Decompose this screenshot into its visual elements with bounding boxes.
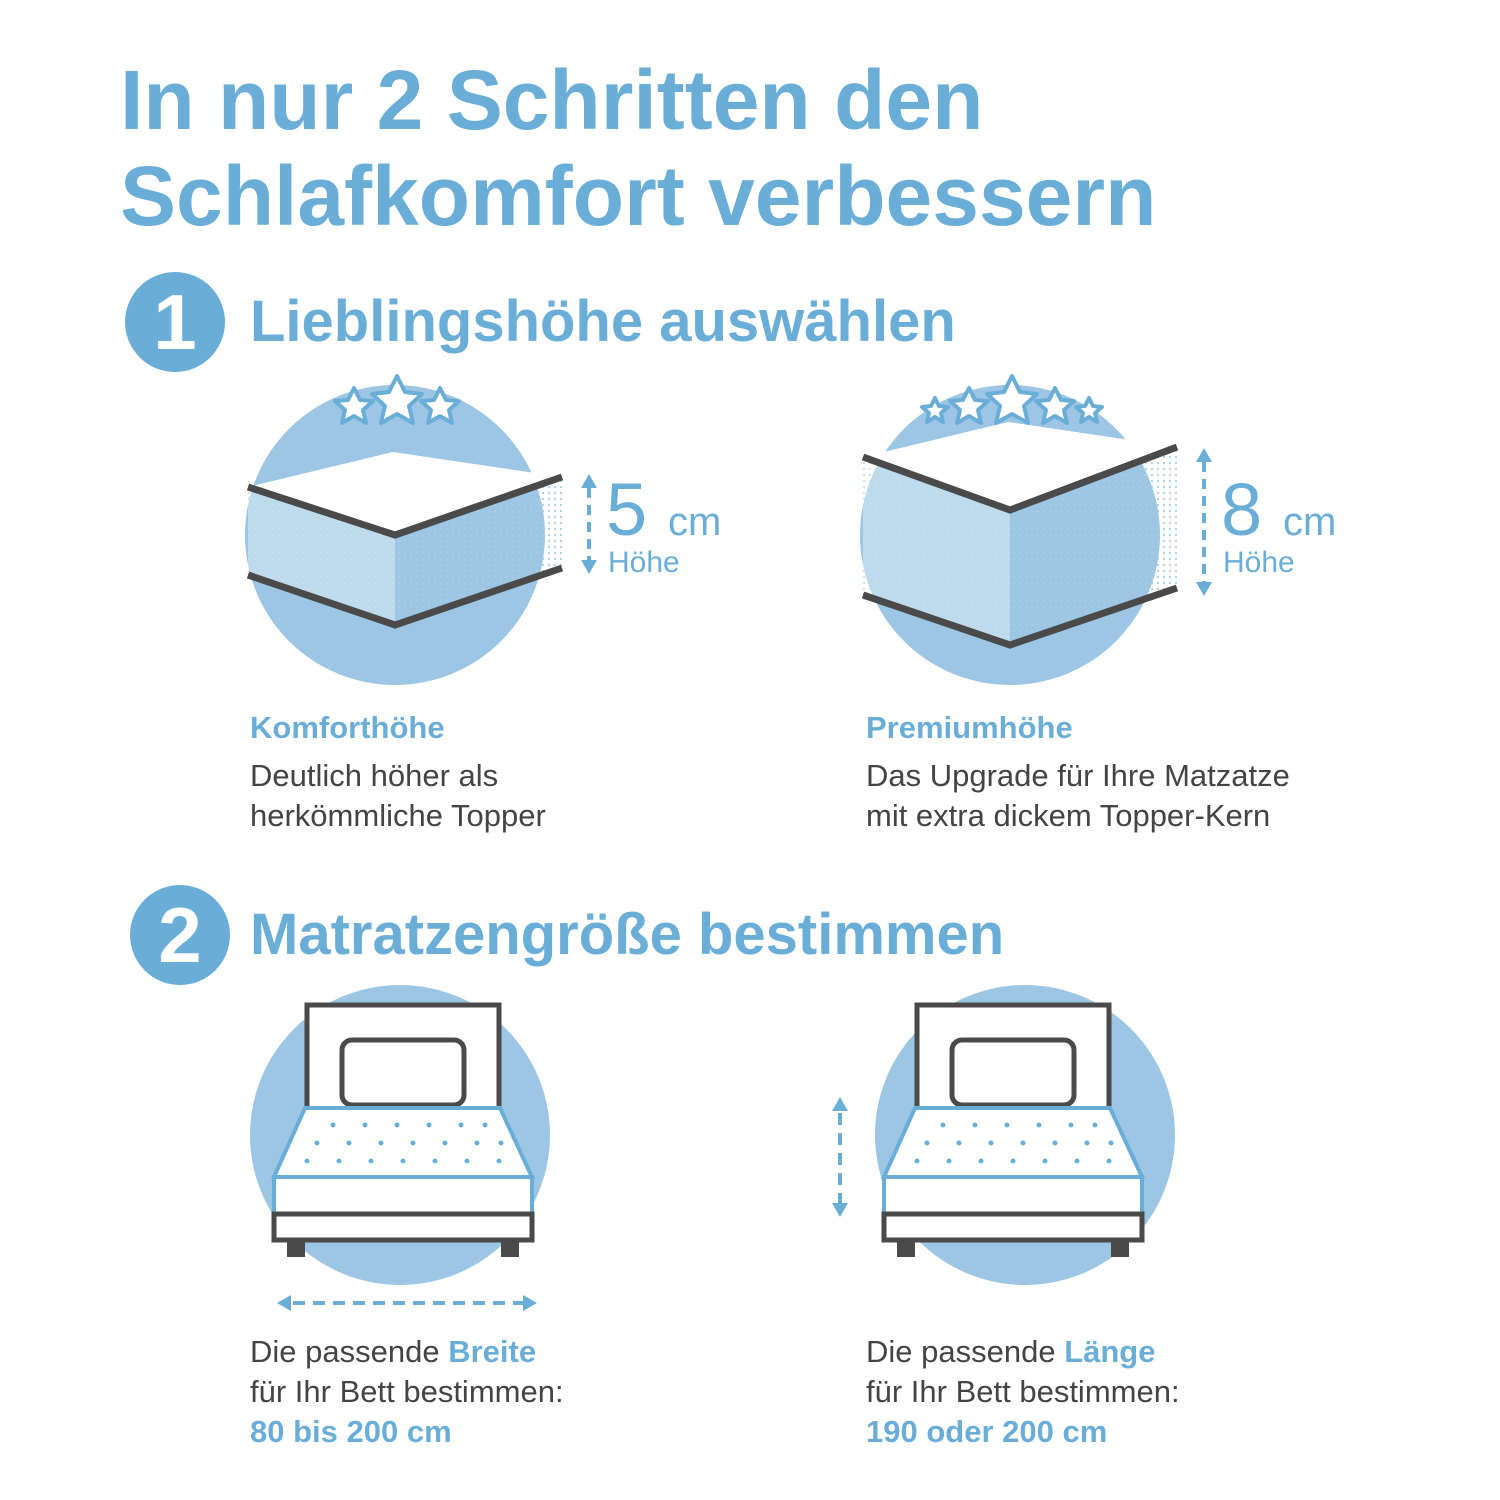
step-1-heading: Lieblingshöhe auswählen <box>250 289 956 354</box>
option-premiumhoehe <box>866 708 1466 836</box>
bed-width-illustration <box>245 985 575 1325</box>
option-prefix: Die passende <box>250 1334 449 1369</box>
step-2-header <box>125 885 1425 985</box>
option-desc-line-1: Das Upgrade für Ihre Matzatze <box>866 758 1290 793</box>
option-name: Premiumhöhe <box>866 710 1073 745</box>
option-desc-line-2: mit extra dickem Topper-Kern <box>866 798 1271 833</box>
height-label: Höhe <box>608 546 680 579</box>
bed-length-illustration <box>820 985 1200 1325</box>
page-title-line-1: In nur 2 Schritten den <box>120 53 984 147</box>
option-breite <box>250 1332 810 1452</box>
option-prefix: Die passende <box>866 1334 1065 1369</box>
height-arrow-icon <box>1196 448 1212 596</box>
step-2-heading: Matratzengröße bestimmen <box>250 902 1005 967</box>
step-1-header <box>125 272 1425 372</box>
step-1-number-badge: 1 <box>125 272 225 372</box>
option-desc-line-1: Deutlich höher als <box>250 758 499 793</box>
height-label: Höhe <box>1223 546 1295 579</box>
height-arrow-icon <box>581 474 597 574</box>
width-arrow-icon <box>277 1295 537 1311</box>
page-title-line-2: Schlafkomfort verbessern <box>120 149 1157 243</box>
option-range: 80 bis 200 cm <box>250 1414 452 1449</box>
option-name: Komforthöhe <box>250 710 445 745</box>
topper-8cm-illustration <box>855 370 1375 700</box>
option-line-2: für Ihr Bett bestimmen: <box>250 1374 564 1409</box>
option-komforthoehe <box>250 708 770 836</box>
option-desc-line-2: herkömmliche Topper <box>250 798 546 833</box>
length-arrow-icon <box>832 1097 848 1217</box>
height-unit: cm <box>668 500 722 544</box>
option-line-1 <box>250 1332 810 1372</box>
option-laenge <box>866 1332 1426 1452</box>
option-highlight: Breite <box>448 1334 537 1369</box>
option-line-2: für Ihr Bett bestimmen: <box>866 1374 1180 1409</box>
step-2-number-badge: 2 <box>130 885 230 985</box>
stars-3-icon <box>335 376 459 423</box>
option-highlight: Länge <box>1064 1334 1156 1369</box>
option-range: 190 oder 200 cm <box>866 1414 1108 1449</box>
height-unit: cm <box>1283 500 1337 544</box>
page-title <box>120 52 1420 244</box>
height-value: 8 <box>1221 468 1263 551</box>
height-value: 5 <box>606 468 648 551</box>
option-line-1 <box>866 1332 1426 1372</box>
topper-5cm-illustration <box>240 370 760 700</box>
